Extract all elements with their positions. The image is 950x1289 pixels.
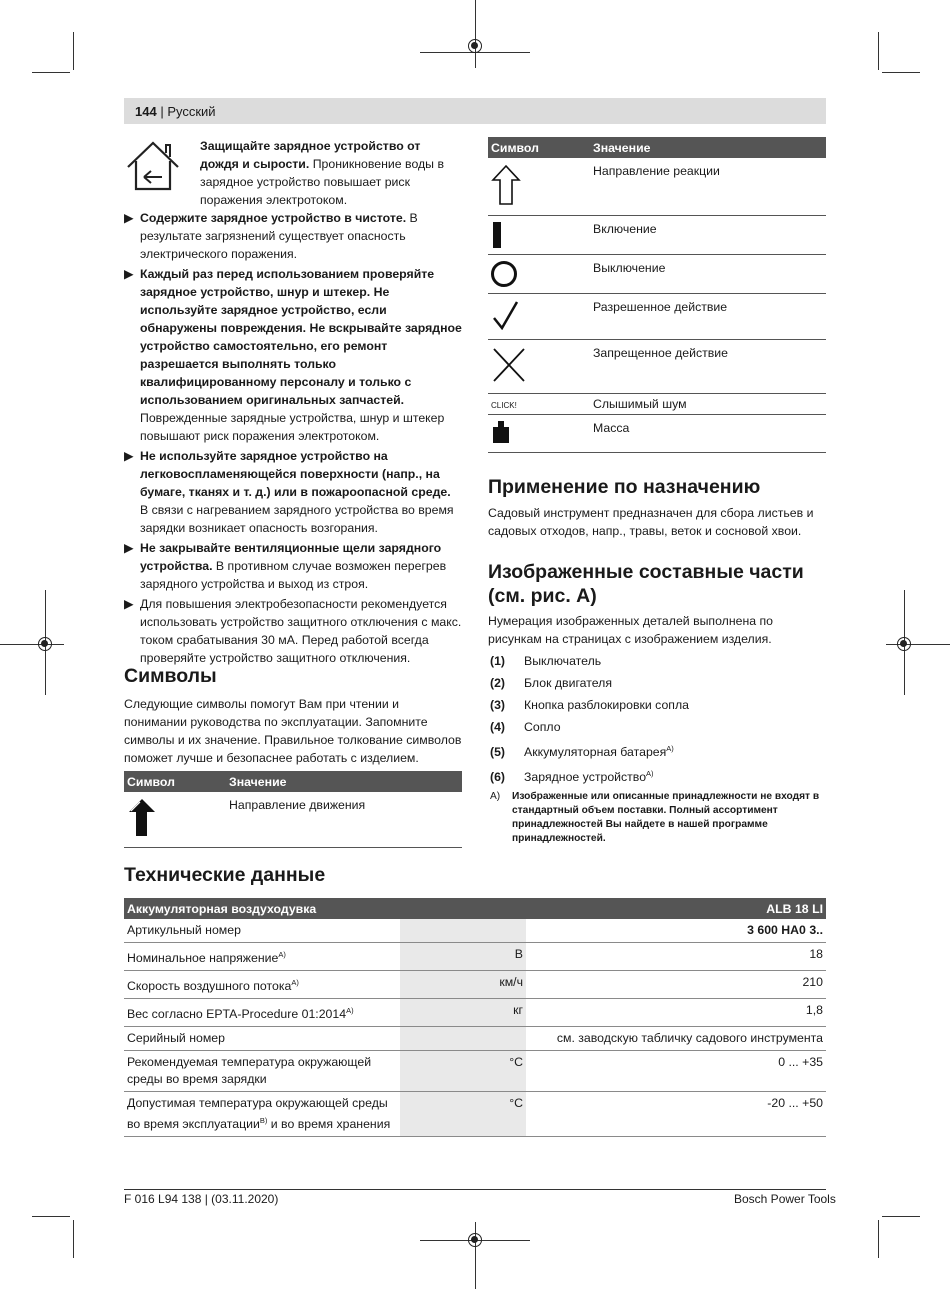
safety-bullet (124, 209, 462, 263)
safety-bullet (124, 595, 462, 667)
table-row (124, 1051, 826, 1092)
symbol-column-header: Символ (124, 771, 226, 792)
bullet-arrow-icon: ▶ (124, 597, 134, 611)
bullet-bold-text: Содержите зарядное устройство в чистоте. (140, 211, 407, 225)
list-item (490, 694, 826, 716)
spec-label-text: Артикульный номер (127, 923, 241, 937)
spec-label-text: Рекомендуемая температура окружающей (127, 1055, 372, 1070)
spec-label-text: Серийный номер (127, 1031, 225, 1046)
moisture-warning (124, 137, 462, 209)
language-label: Русский (167, 104, 216, 119)
bullet-arrow-icon: ▶ (124, 211, 134, 225)
list-item (490, 716, 826, 738)
table-row (488, 216, 826, 255)
moisture-warning-text (200, 137, 462, 209)
left-column (124, 137, 462, 669)
table-row (124, 792, 462, 848)
table-row (124, 999, 826, 1027)
symbol-cell (124, 792, 226, 848)
bullet-text: В связи с нагреванием зарядного устройства во время зарядки возникает опасность возгорания. (140, 503, 454, 535)
registration-mark-icon (468, 1233, 482, 1247)
crop-mark (73, 1220, 74, 1258)
meaning-column-header: Значение (226, 771, 462, 792)
spec-label (124, 971, 400, 999)
footnote (488, 790, 826, 846)
table-row (488, 340, 826, 394)
symbol-cell (488, 255, 590, 294)
footnote-mark: A) (490, 791, 501, 803)
spec-label-text: Номинальное напряжение (127, 951, 279, 966)
spec-label (124, 999, 400, 1027)
crop-mark (882, 1216, 920, 1217)
table-row (488, 294, 826, 340)
registration-mark-icon (468, 39, 482, 53)
component-label: Зарядное устройство (524, 770, 647, 785)
header-bar (124, 98, 826, 124)
components-intro: Нумерация изображенных деталей выполнена по рисункам на страницах с изображением изделия. (488, 614, 774, 646)
spec-label-text: Допустимая температура окружающей среды (127, 1096, 388, 1111)
registration-mark-icon (38, 637, 52, 651)
right-column (488, 137, 826, 846)
tech-data-heading: Технические данные (124, 864, 326, 886)
table-row (488, 158, 826, 216)
spec-label (124, 1027, 400, 1051)
spec-value: 3 600 HA0 3.. (526, 919, 826, 943)
components-heading-line2: (см. рис. A) (488, 585, 597, 607)
spec-label (124, 919, 400, 943)
component-number: (1) (490, 654, 506, 668)
spec-label-text: Вес согласно EPTA-Procedure 01:2014 (127, 1007, 347, 1022)
spec-label-text-line2: во время эксплуатации (127, 1117, 260, 1132)
crop-mark (73, 32, 74, 70)
component-label: Сопло (524, 720, 561, 734)
crop-mark (882, 72, 920, 73)
meaning-cell: Слышимый шум (590, 394, 826, 415)
model-label: ALB 18 LI (526, 898, 826, 919)
spec-unit (400, 919, 526, 943)
table-row (124, 943, 826, 971)
components-heading-line1: Изображенные составные части (488, 561, 804, 583)
product-label: Аккумуляторная воздуходувка (124, 898, 526, 919)
list-item (490, 650, 826, 672)
spec-label-text: Скорость воздушного потока (127, 979, 292, 994)
component-number: (4) (490, 720, 506, 734)
warning-bold-text: Защищайте зарядное устройство от дождя и сырости. (200, 139, 421, 171)
spec-unit: °C (400, 1092, 526, 1137)
click-sound-label: CLICK! (491, 401, 517, 410)
bullet-bold-text: Каждый раз перед использованием проверяйте зарядное устройство, шнур и штекер. Не используйте зарядное устройство, если обнаружены повреждения. Не вскрывайте зарядное устройство самостоятельно, его ремонт разрешается выполнять только квалифицированному персоналу и только с использованием оригинальных запчастей. (140, 267, 462, 407)
component-number: (3) (490, 698, 506, 712)
intended-use-text: Садовый инструмент предназначен для сбора листьев и садовых отходов, напр., травы, веток и сосновой хвои. (488, 506, 814, 538)
weight-icon (491, 421, 511, 443)
spec-value: 0 ... +35 (526, 1051, 826, 1092)
symbol-cell (488, 294, 590, 340)
safety-bullet (124, 447, 462, 537)
warning-text: Проникновение воды в зарядное устройство повышает риск поражения электротоком. (200, 157, 444, 207)
power-on-icon (493, 222, 501, 248)
spec-label (124, 1051, 400, 1092)
table-row (124, 1092, 826, 1137)
table-row (488, 394, 826, 415)
publisher-label: Bosch Power Tools (734, 1192, 836, 1206)
crop-mark (32, 72, 70, 73)
bullet-arrow-icon: ▶ (124, 267, 134, 281)
components-heading (488, 560, 826, 608)
page-number: 144 (135, 104, 157, 119)
table-header-row (124, 771, 462, 792)
symbol-cell (488, 158, 590, 216)
checkmark-icon (491, 300, 521, 330)
symbol-column-header: Символ (488, 137, 590, 158)
footnote-text: Изображенные или описанные принадлежности не входят в стандартный объем поставки. Полный ассортимент принадлежностей Вы найдете в нашей программе принадлежностей. (512, 791, 820, 845)
crop-mark (878, 32, 879, 70)
table-header-row (488, 137, 826, 158)
spec-unit: В (400, 943, 526, 971)
meaning-cell: Выключение (590, 255, 826, 294)
footnote-ref: A) (291, 978, 299, 988)
table-row (124, 919, 826, 943)
component-number: (5) (490, 745, 506, 760)
spec-unit: °C (400, 1051, 526, 1092)
footer-divider (124, 1189, 826, 1190)
safety-bullet (124, 265, 462, 445)
indoor-use-house-icon (124, 139, 182, 193)
component-label: Кнопка разблокировки сопла (524, 698, 689, 712)
component-number: (2) (490, 676, 506, 690)
component-label: Аккумуляторная батарея (524, 745, 667, 760)
spec-value: -20 ... +50 (526, 1092, 826, 1137)
crop-mark (886, 644, 950, 645)
meaning-cell: Направление движения (226, 792, 462, 848)
spec-label-text-line2-end: и во время хранения (267, 1117, 391, 1132)
meaning-cell: Направление реакции (590, 158, 826, 216)
symbols-intro: Следующие символы помогут Вам при чтении и понимании руководства по эксплуатации. Запомните символы и их значение. Правильное толкование символов поможет лучше и безопаснее работать с изделием. (124, 697, 462, 765)
spec-label (124, 943, 400, 971)
crop-mark (32, 1216, 70, 1217)
crop-mark (475, 0, 476, 68)
spec-unit: км/ч (400, 971, 526, 999)
bullet-bold-text: Не закрывайте вентиляционные щели зарядного устройства. (140, 541, 442, 573)
bullet-bold-text: Не используйте зарядное устройство на легковоспламеняющейся поверхности (напр., на бумаге, тканях и т. д.) или в пожароопасной среде. (140, 449, 451, 499)
bullet-text: В результате загрязнений существует опасность электрического поражения. (140, 211, 418, 261)
list-item (490, 738, 826, 763)
spec-value: 1,8 (526, 999, 826, 1027)
bullet-arrow-icon: ▶ (124, 541, 134, 555)
symbol-cell (488, 394, 590, 415)
reaction-direction-arrow-icon (491, 164, 521, 206)
symbol-cell (488, 415, 590, 453)
spec-unit (400, 1027, 526, 1051)
symbols-table-right (488, 137, 826, 453)
meaning-column-header: Значение (590, 137, 826, 158)
table-header-row (124, 898, 826, 919)
safety-bullet (124, 539, 462, 593)
spec-value: см. заводскую табличку садового инструмента (526, 1027, 826, 1051)
bullet-text: В противном случае возможен перегрев зарядного устройства и выход из строя. (140, 559, 447, 591)
symbols-heading: Символы (124, 665, 217, 687)
symbol-cell (488, 216, 590, 255)
registration-mark-icon (897, 637, 911, 651)
crop-mark (0, 644, 64, 645)
spec-label-text-line2: среды во время зарядки (127, 1072, 267, 1087)
components-list (490, 650, 826, 788)
table-row (488, 255, 826, 294)
spec-value: 18 (526, 943, 826, 971)
page-header: 144 | Русский (135, 104, 216, 119)
bullet-arrow-icon: ▶ (124, 449, 134, 463)
symbols-section (124, 664, 462, 848)
spec-label (124, 1092, 400, 1137)
list-item (490, 672, 826, 694)
spec-unit: кг (400, 999, 526, 1027)
intended-use-heading: Применение по назначению (488, 476, 761, 498)
component-label: Блок двигателя (524, 676, 612, 690)
footnote-ref: A) (346, 1006, 354, 1016)
table-row (124, 971, 826, 999)
symbols-table-left (124, 771, 462, 848)
movement-direction-arrow-icon (127, 798, 157, 838)
meaning-cell: Разрешенное действие (590, 294, 826, 340)
bullet-text: Поврежденные зарядные устройства, шнур и штекер повышают риск поражения электротоком. (140, 411, 445, 443)
crop-mark (878, 1220, 879, 1258)
spec-value: 210 (526, 971, 826, 999)
document-code: F 016 L94 138 | (03.11.2020) (124, 1192, 279, 1206)
power-off-icon (491, 261, 517, 287)
meaning-cell: Масса (590, 415, 826, 453)
prohibited-cross-icon (491, 346, 527, 384)
list-item (490, 763, 826, 788)
table-row (488, 415, 826, 453)
bullet-text: Для повышения электробезопасности рекомендуется использовать устройство защитного отключения с макс. током срабатывания 30 мА. Перед работой всегда проверяйте устройство защитного отключения. (140, 597, 462, 665)
meaning-cell: Включение (590, 216, 826, 255)
meaning-cell: Запрещенное действие (590, 340, 826, 394)
footnote-ref: A) (278, 950, 286, 959)
footnote-ref: B) (259, 1116, 268, 1126)
table-row (124, 1027, 826, 1051)
symbol-cell (488, 340, 590, 394)
footnote-ref: A) (666, 744, 674, 753)
component-label: Выключатель (524, 654, 602, 668)
component-number: (6) (490, 770, 506, 785)
tech-data-table (124, 898, 826, 1137)
footnote-ref: A) (646, 769, 654, 779)
